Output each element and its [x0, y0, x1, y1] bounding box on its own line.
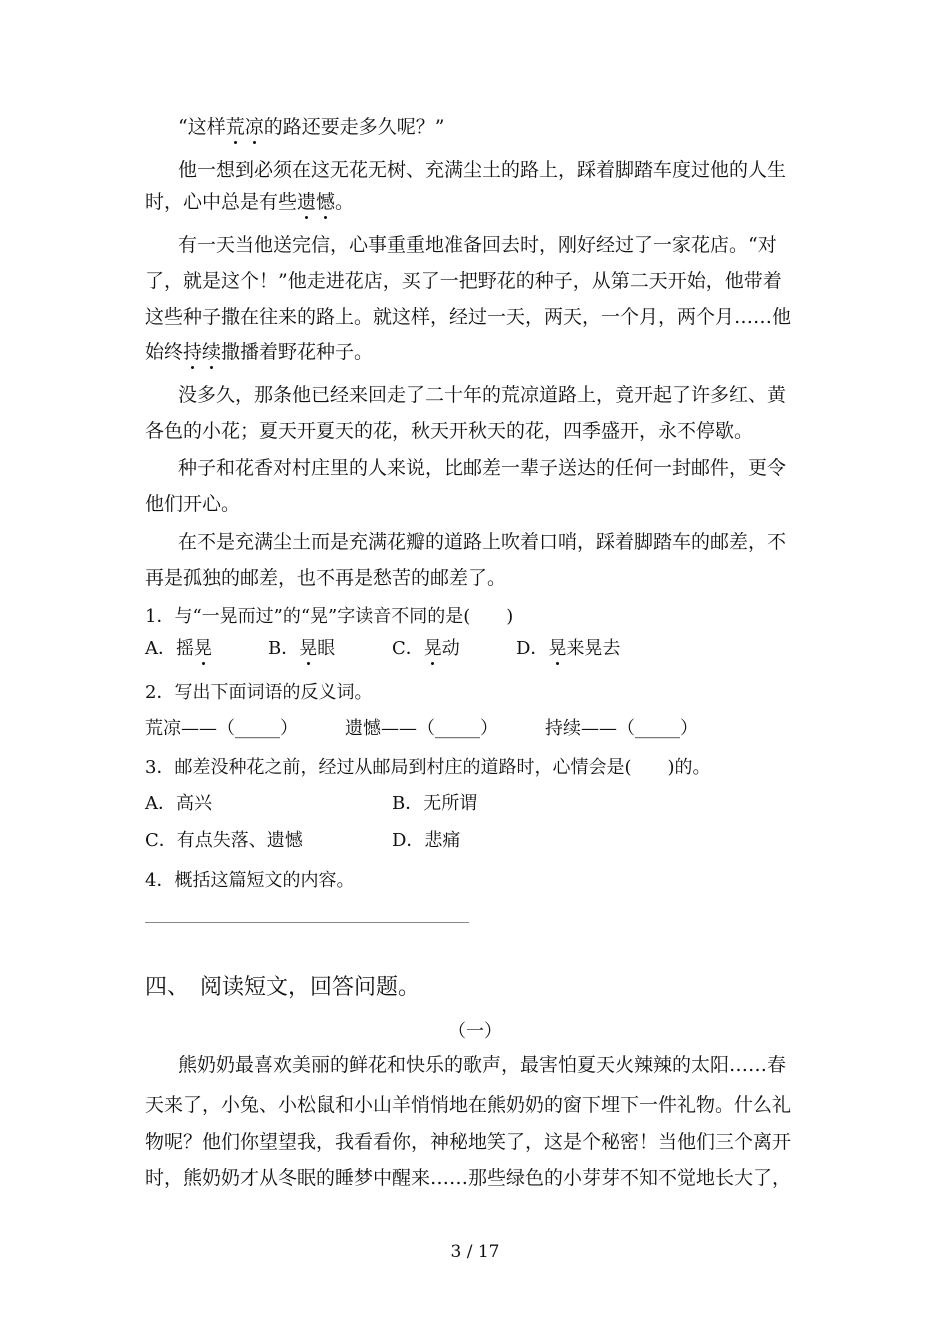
passage-line: 种子和花香对村庄里的人来说，比邮差一辈子送达的任何一封邮件，更令: [178, 457, 787, 479]
question-3: 3．邮差没种花之前，经过从邮局到村庄的道路时，心情会是( )的。: [145, 757, 711, 778]
q2-blank-1: 荒凉——（_____）: [145, 718, 298, 739]
passage-line: 始终持续撒播着野花种子。: [145, 341, 374, 363]
page-number: 3 / 17: [450, 1242, 500, 1262]
emphasis-char: 荒: [225, 116, 245, 138]
emphasis-char: 遗: [297, 191, 317, 213]
emphasis-char: 持: [183, 341, 203, 363]
question-4: 4．概括这篇短文的内容。: [145, 870, 355, 891]
passage-line: 熊奶奶最喜欢美丽的鲜花和快乐的歌声，最害怕夏天火辣辣的太阳……春: [178, 1054, 787, 1076]
q3-option-c: C．有点失落、遗憾: [145, 830, 303, 851]
emphasis-char: 续: [202, 341, 222, 363]
passage-line: 物呢？他们你望望我，我看看你，神秘地笑了，这是个秘密！当他们三个离开: [145, 1131, 792, 1153]
question-1: 1．与“一晃而过”的“晃”字读音不同的是( ): [145, 606, 514, 627]
q1-option-c: C．晃动: [392, 638, 460, 659]
q1-option-d: D．晃来晃去: [516, 638, 621, 659]
passage-line: 这些种子撒在往来的路上。就这样，经过一天，两天，一个月，两个月……他: [145, 306, 792, 328]
passage-line: 没多久，那条他已经来回走了二十年的荒凉道路上，竟开起了许多红、黄: [178, 384, 787, 406]
passage-line: 时，熊奶奶才从冬眠的睡梦中醒来……那些绿色的小芽芽不知不觉地长大了，: [145, 1167, 792, 1189]
passage-line: 再是孤独的邮差，也不再是愁苦的邮差了。: [145, 567, 507, 589]
section-subtitle: （一）: [448, 1021, 502, 1042]
passage-line: 有一天当他送完信，心事重重地准备回去时，刚好经过了一家花店。“对: [178, 234, 777, 256]
q3-option-d: D．悲痛: [392, 830, 461, 851]
emphasis-char: 憾: [316, 191, 336, 213]
emphasis-char: 晃: [548, 638, 567, 659]
passage-line: 他们开心。: [145, 493, 241, 515]
emphasis-char: 晃: [423, 638, 442, 659]
passage-line: 天来了，小兔、小松鼠和小山羊悄悄地在熊奶奶的窗下埋下一件礼物。什么礼: [145, 1094, 792, 1116]
section-title: 四、 阅读短文，回答问题。: [145, 975, 421, 1000]
q2-blank-3: 持续——（_____）: [545, 718, 698, 739]
emphasis-char: 晃: [194, 638, 212, 659]
q3-option-b: B．无所谓: [392, 793, 478, 814]
answer-line: [145, 922, 469, 923]
question-2: 2．写出下面词语的反义词。: [145, 682, 373, 703]
emphasis-char: 晃: [299, 638, 318, 659]
q3-option-a: A．高兴: [145, 793, 212, 814]
passage-line: 各色的小花；夏天开夏天的花，秋天开秋天的花，四季盛开，永不停歇。: [145, 420, 754, 442]
emphasis-char: 凉: [244, 116, 264, 138]
q1-option-a: A．摇晃: [145, 638, 212, 659]
passage-line: “这样荒凉的路还要走多久呢？”: [178, 116, 445, 138]
q2-blank-2: 遗憾——（_____）: [345, 718, 498, 739]
passage-line: 时，心中总是有些遗憾。: [145, 191, 355, 213]
q1-option-b: B．晃眼: [268, 638, 336, 659]
passage-line: 在不是充满尘土而是充满花瓣的道路上吹着口哨，踩着脚踏车的邮差，不: [178, 531, 787, 553]
passage-line: 了，就是这个！”他走进花店，买了一把野花的种子，从第二天开始，他带着: [145, 270, 782, 292]
passage-line: 他一想到必须在这无花无树、充满尘土的路上，踩着脚踏车度过他的人生: [178, 159, 787, 181]
